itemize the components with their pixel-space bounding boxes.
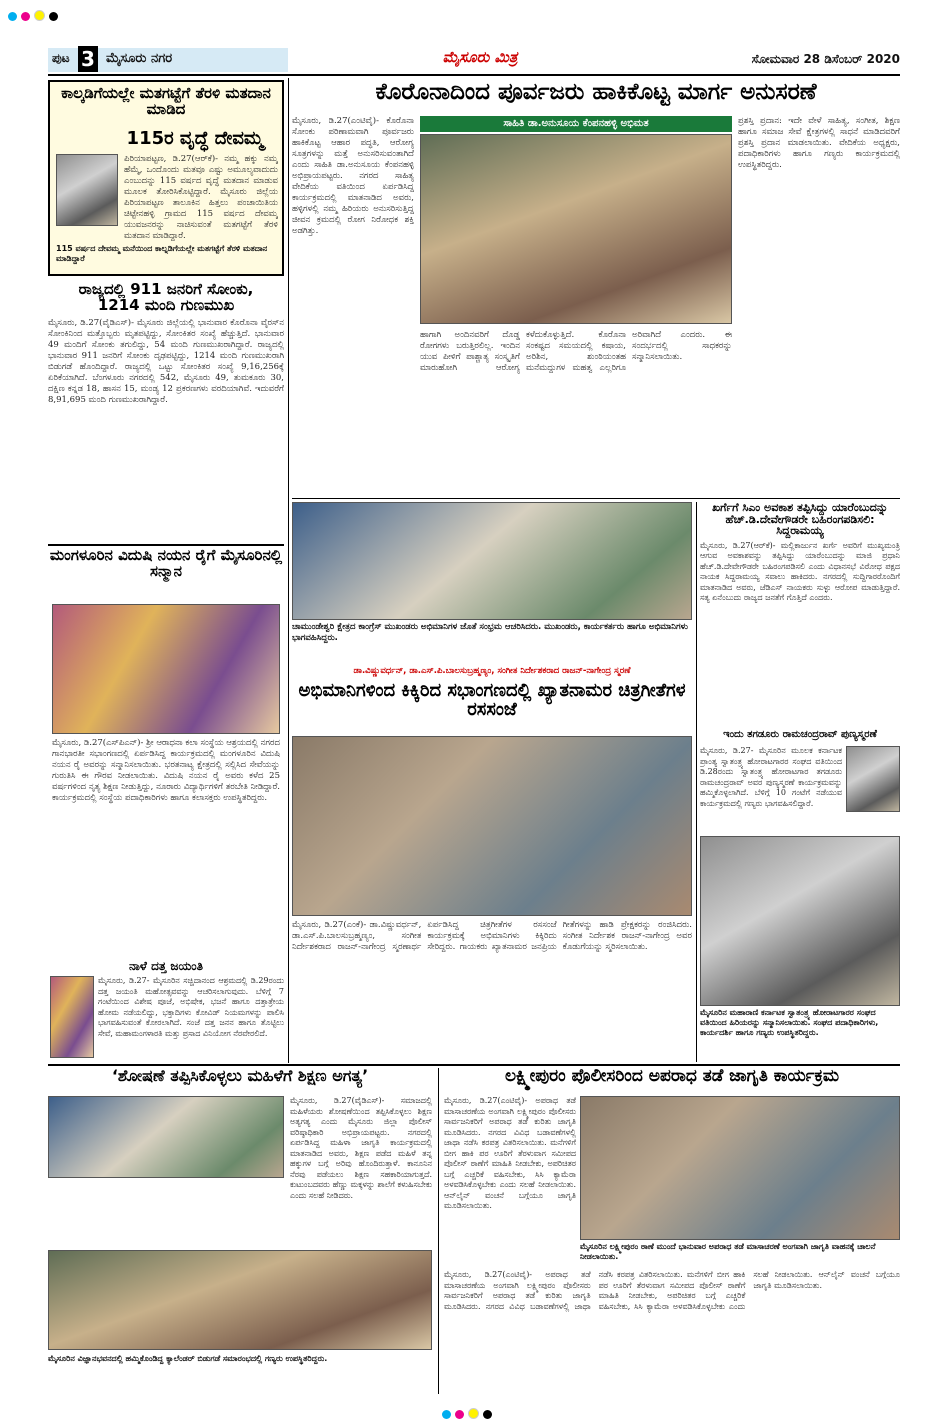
column-divider	[288, 78, 289, 1063]
page-label: ಪುಟ	[52, 51, 70, 65]
headline: ನಾಳೆ ದತ್ತ ಜಯಂತಿ	[129, 959, 203, 973]
police-caption: ಮೈಸೂರಿನ ಲಕ್ಷ್ಮೀಪುರಂ ಠಾಣೆ ಮುಂದೆ ಭಾನುವಾರ ಅಪರಾಧ ತಡೆ ಮಾಸಾಚರಣೆ ಅಂಗವಾಗಿ ಜಾಗೃತಿ ವಾಹನಕ್ಕೆ ಚಾಲನೆ ನೀಡಲಾಯಿತು.	[580, 1242, 876, 1261]
headline: ರಾಜ್ಯದಲ್ಲಿ 911 ಜನರಿಗೆ ಸೋಂಕು,	[78, 280, 254, 298]
headline: ಖರ್ಗೆಗೆ ಸಿಎಂ ಅವಕಾಶ ತಪ್ಪಿಸಿದ್ದು ಯಾರೆಂಬುದನ್ನು ಹೆಚ್.ಡಿ.ದೇವೇಗೌಡರೇ ಬಹಿರಂಗಪಡಿಸಲಿ: ಸಿದ್ದರಾಮಯ್ಯ	[712, 501, 888, 538]
story-siddaramaiah	[700, 502, 900, 730]
story-devamma	[48, 80, 284, 276]
column-divider	[438, 1068, 439, 1394]
photo-caption: 115 ವರ್ಷದ ದೇವಮ್ಮ ಮನೆಯಿಂದ ಕಾಲ್ನಡಿಗೆಯಲ್ಲೇ ಮತಗಟ್ಟೆಗೆ ತೆರಳಿ ಮತದಾನ ಮಾಡಿದ್ದಾರೆ	[56, 244, 268, 263]
portrait-photo	[846, 746, 900, 812]
lead-headline: ಕೊರೊನಾದಿಂದ ಪೂರ್ವಜರು ಹಾಕಿಕೊಟ್ಟ ಮಾರ್ಗ ಅನುಸರಣೆ	[375, 79, 817, 105]
lead-body-mid: ಹಾಗಾಗಿ ಅಂದಿನವರಿಗೆ ದೊಡ್ಡ ರೋಗಗಳು ಬರುತ್ತಿರಲಿಲ್ಲ. ಇಂದಿನ ಯುವ ಪೀಳಿಗೆ ಪಾಶ್ಚಾತ್ಯ ಸಂಸ್ಕೃತಿಗೆ ಮಾರುಹೋಗಿ ಆರೋಗ್ಯ ಕಳೆದುಕೊಳ್ಳುತ್ತಿದೆ. ಕೊರೊನಾ ಸಂಕಷ್ಟದ ಸಮಯದಲ್ಲಿ ಕಷಾಯ, ಅರಿಶಿನ, ಶುಂಠಿಯಂತಹ ಮನೆಮದ್ದುಗಳ ಮಹತ್ವ ಎಲ್ಲರಿಗೂ ಅರಿವಾಗಿದೆ ಎಂದರು. ಈ ಸಂದರ್ಭದಲ್ಲಿ ಸಾಧಕರನ್ನು ಸನ್ಮಾನಿಸಲಾಯಿತು.	[420, 330, 732, 373]
freedom-fighters-photo	[700, 836, 900, 1006]
celebration-caption: ಚಾಮುಂಡೇಶ್ವರಿ ಕ್ಷೇತ್ರದ ಕಾಂಗ್ರೆಸ್ ಮುಖಂಡರು ಅಭಿಮಾನಿಗಳ ಜೊತೆ ಸಂಭ್ರಮ ಆಚರಿಸಿದರು. ಮುಖಂಡರು, ಕಾರ್ಯಕರ್ತರು ಹಾಗೂ ಅಭಿಮಾನಿಗಳು ಭಾಗವಹಿಸಿದ್ದರು.	[292, 622, 688, 643]
women-event-photo	[48, 1096, 284, 1178]
lead-kicker: ಸಾಹಿತಿ ಡಾ.ಅನುಸೂಯ ಕೆಂಪನಹಳ್ಳಿ ಅಭಿಮತ	[420, 116, 732, 132]
story-body: ಮೈಸೂರು, ಡಿ.27(ವೈಡಿಎಸ್)- ಮೈಸೂರು ಜಿಲ್ಲೆಯಲ್ಲಿ ಭಾನುವಾರ ಕೊರೊನಾ ವೈರಸ್‌ನ ಸೋಂಕಿನಿಂದ ಮತ್ತೊಬ್ಬರು ಮೃತಪಟ್ಟಿದ್ದು, ಸೋಂಕಿತರ ಸಂಖ್ಯೆ ಹೆಚ್ಚುತ್ತಿದೆ. ಭಾನುವಾರ 49 ಮಂದಿಗೆ ಸೋಂಕು ತಗುಲಿದ್ದು, 54 ಮಂದಿ ಗುಣಮುಖರಾಗಿದ್ದಾರೆ. ರಾಜ್ಯದಲ್ಲಿ ಭಾನುವಾರ 911 ಜನರಿಗೆ ಸೋಂಕು ದೃಢಪಟ್ಟಿದ್ದು, 1214 ಮಂದಿ ಗುಣಮುಖರಾಗಿ ಬಿಡುಗಡೆ ಹೊಂದಿದ್ದಾರೆ. ರಾಜ್ಯದಲ್ಲಿ ಒಟ್ಟು ಸೋಂಕಿತರ ಸಂಖ್ಯೆ 9,16,256ಕ್ಕೆ ಏರಿಕೆಯಾಗಿದೆ. ಬೆಂಗಳೂರು ನಗರದಲ್ಲಿ 542, ಮೈಸೂರು 49, ತುಮಕೂರು 30, ದಕ್ಷಿಣ ಕನ್ನಡ 18, ಹಾಸನ 15, ಮಂಡ್ಯ 12 ಪ್ರಕರಣಗಳು ವರದಿಯಾಗಿವೆ. ಇದುವರೆಗೆ 8,91,695 ಮಂದಿ ಗುಣಮುಖರಾಗಿದ್ದಾರೆ.	[48, 317, 284, 405]
police-body: ಮೈಸೂರು, ಡಿ.27(ಎಂಟಿವೈ)- ಅಪರಾಧ ತಡೆ ಮಾಸಾಚರಣೆಯ ಅಂಗವಾಗಿ ಲಕ್ಷ್ಮೀಪುರಂ ಪೊಲೀಸರು ಸಾರ್ವಜನಿಕರಿಗೆ ಅಪರಾಧ ತಡೆ ಕುರಿತು ಜಾಗೃತಿ ಮೂಡಿಸಿದರು. ನಗರದ ವಿವಿಧ ಬಡಾವಣೆಗಳಲ್ಲಿ ಜಾಥಾ ನಡೆಸಿ ಕರಪತ್ರ ವಿತರಿಸಲಾಯಿತು. ಮನೆಗಳಿಗೆ ಬೀಗ ಹಾಕಿ ಪರ ಊರಿಗೆ ತೆರಳುವಾಗ ಸಮೀಪದ ಪೊಲೀಸ್ ಠಾಣೆಗೆ ಮಾಹಿತಿ ನೀಡಬೇಕು, ಅಪರಿಚಿತರ ಬಗ್ಗೆ ಎಚ್ಚರಿಕೆ ವಹಿಸಬೇಕು, ಸಿಸಿ ಕ್ಯಾಮೆರಾ ಅಳವಡಿಸಿಕೊಳ್ಳಬೇಕು ಎಂದು ಸಲಹೆ ನೀಡಲಾಯಿತು. ಆನ್‌ಲೈನ್ ವಂಚನೆ ಬಗ್ಗೆಯೂ ಜಾಗೃತಿ ಮೂಡಿಸಲಾಯಿತು.	[444, 1096, 576, 1210]
datta-photo	[50, 976, 94, 1058]
issue-date: ಸೋಮವಾರ 28 ಡಿಸೆಂಬರ್ 2020	[751, 52, 900, 66]
devamma-photo	[56, 154, 118, 226]
headline: ಇಂದು ತಗಡೂರು ರಾಮಚಂದ್ರರಾವ್ ಪುಣ್ಯಸ್ಮರಣೆ	[723, 729, 877, 740]
section-header	[48, 48, 288, 72]
story-body: ಪಿರಿಯಾಪಟ್ಟಣ, ಡಿ.27(ಆರ್‌ಕೆ)- ನಮ್ಮ ಹಕ್ಕು ನಮ್ಮ ಹೆಮ್ಮೆ, ಒಂದೊಂದು ಮತವೂ ಎಷ್ಟು ಅಮೂಲ್ಯವಾದುದು ಎಂಬುದನ್ನು 115 ವರ್ಷದ ವೃದ್ಧೆ ಮತದಾನ ಮಾಡುವ ಮೂಲಕ ತೋರಿಸಿಕೊಟ್ಟಿದ್ದಾರೆ. ಮೈಸೂರು ಜಿಲ್ಲೆಯ ಪಿರಿಯಾಪಟ್ಟಣ ತಾಲೂಕಿನ ಹಿತ್ತಲು ಪಂಚಾಯಿತಿಯ ಚಿಟ್ಟೇನಹಳ್ಳಿ ಗ್ರಾಮದ 115 ವರ್ಷದ ದೇವಮ್ಮ ಯುವಜನರನ್ನು ನಾಚಿಸುವಂತೆ ಮತಗಟ್ಟೆಗೆ ತೆರಳಿ ಮತದಾನ ಮಾಡಿದ್ದಾರೆ.	[124, 154, 278, 241]
story-ramachandra-rao	[700, 730, 900, 834]
story-datta-jayanti	[48, 960, 284, 1060]
nayana-story-body: ಮೈಸೂರು, ಡಿ.27(ಎಸ್‌ಪಿಎನ್)- ಶ್ರೀ ಆರಾಧನಾ ಕಲಾ ಸಂಸ್ಥೆಯ ಆಶ್ರಯದಲ್ಲಿ ನಗರದ ಗಾನಭಾರತೀ ಸಭಾಂಗಣದಲ್ಲಿ ಏರ್ಪಡಿಸಿದ್ದ ಕಾರ್ಯಕ್ರಮದಲ್ಲಿ ಮಂಗಳೂರಿನ ವಿದುಷಿ ನಯನ ರೈ ಅವರನ್ನು ಸನ್ಮಾನಿಸಲಾಯಿತು. ಭರತನಾಟ್ಯ ಕ್ಷೇತ್ರದಲ್ಲಿ ಸಲ್ಲಿಸಿದ ಸೇವೆಯನ್ನು ಗುರುತಿಸಿ ಈ ಗೌರವ ನೀಡಲಾಯಿತು. ವಿದುಷಿ ನಯನ ರೈ ಅವರು ಕಳೆದ 25 ವರ್ಷಗಳಿಂದ ನೃತ್ಯ ಶಿಕ್ಷಣ ನೀಡುತ್ತಿದ್ದು, ನೂರಾರು ವಿದ್ಯಾರ್ಥಿಗಳಿಗೆ ತರಬೇತಿ ನೀಡಿದ್ದಾರೆ. ಕಾರ್ಯಕ್ರಮದಲ್ಲಿ ಸಂಸ್ಥೆಯ ಪದಾಧಿಕಾರಿಗಳು ಹಾಗೂ ಕಲಾಸಕ್ತರು ಉಪಸ್ಥಿತರಿದ್ದರು.	[52, 738, 280, 803]
music-headline: ಅಭಿಮಾನಿಗಳಿಂದ ಕಿಕ್ಕಿರಿದ ಸಭಾಂಗಣದಲ್ಲಿ ಖ್ಯಾತನಾಮರ ಚಿತ್ರಗೀತೆಗಳ ರಸಸಂಜೆ	[298, 680, 686, 720]
calendar-caption: ಮೈಸೂರಿನ ವಿಜ್ಞಾನಭವನದಲ್ಲಿ ಹಮ್ಮಿಕೊಂಡಿದ್ದ ಕ್ಯಾಲೆಂಡರ್ ಬಿಡುಗಡೆ ಸಮಾರಂಭದಲ್ಲಿ ಗಣ್ಯರು ಉಪಸ್ಥಿತರಿದ್ದರು.	[48, 1354, 328, 1363]
lead-body-left: ಮೈಸೂರು, ಡಿ.27(ಎಂಟಿವೈ)- ಕೊರೊನಾ ಸೋಂಕು ಪರಿಣಾಮವಾಗಿ ಪೂರ್ವಜರು ಹಾಕಿಕೊಟ್ಟ ಆಹಾರ ಪದ್ಧತಿ, ಆರೋಗ್ಯ ಸೂತ್ರಗಳನ್ನು ಮತ್ತೆ ಅನುಸರಿಸುವಂತಾಗಿದೆ ಎಂದು ಸಾಹಿತಿ ಡಾ.ಅನುಸೂಯ ಕೆಂಪನಹಳ್ಳಿ ಅಭಿಪ್ರಾಯಪಟ್ಟರು. ನಗರದ ಸಾಹಿತ್ಯ ವೇದಿಕೆಯ ವತಿಯಿಂದ ಏರ್ಪಡಿಸಿದ್ದ ಕಾರ್ಯಕ್ರಮದಲ್ಲಿ ಮಾತನಾಡಿದ ಅವರು, ಹಳ್ಳಿಗಳಲ್ಲಿ ನಮ್ಮ ಹಿರಿಯರು ಅನುಸರಿಸುತ್ತಿದ್ದ ಜೀವನ ಕ್ರಮದಲ್ಲಿ ರೋಗ ನಿರೋಧಕ ಶಕ್ತಿ ಅಡಗಿತ್ತು.	[292, 116, 414, 236]
police-body-continued: ಮೈಸೂರು, ಡಿ.27(ಎಂಟಿವೈ)- ಅಪರಾಧ ತಡೆ ಮಾಸಾಚರಣೆಯ ಅಂಗವಾಗಿ ಲಕ್ಷ್ಮೀಪುರಂ ಪೊಲೀಸರು ಸಾರ್ವಜನಿಕರಿಗೆ ಅಪರಾಧ ತಡೆ ಕುರಿತು ಜಾಗೃತಿ ಮೂಡಿಸಿದರು. ನಗರದ ವಿವಿಧ ಬಡಾವಣೆಗಳಲ್ಲಿ ಜಾಥಾ ನಡೆಸಿ ಕರಪತ್ರ ವಿತರಿಸಲಾಯಿತು. ಮನೆಗಳಿಗೆ ಬೀಗ ಹಾಕಿ ಪರ ಊರಿಗೆ ತೆರಳುವಾಗ ಸಮೀಪದ ಪೊಲೀಸ್ ಠಾಣೆಗೆ ಮಾಹಿತಿ ನೀಡಬೇಕು, ಅಪರಿಚಿತರ ಬಗ್ಗೆ ಎಚ್ಚರಿಕೆ ವಹಿಸಬೇಕು, ಸಿಸಿ ಕ್ಯಾಮೆರಾ ಅಳವಡಿಸಿಕೊಳ್ಳಬೇಕು ಎಂದು ಸಲಹೆ ನೀಡಲಾಯಿತು. ಆನ್‌ಲೈನ್ ವಂಚನೆ ಬಗ್ಗೆಯೂ ಜಾಗೃತಿ ಮೂಡಿಸಲಾಯಿತು.	[444, 1270, 900, 1311]
subhead: 115ರ ವೃದ್ಧೆ ದೇವಮ್ಮ	[126, 128, 264, 149]
women-body: ಮೈಸೂರು, ಡಿ.27(ವೈಡಿಎಸ್)- ಸಮಾಜದಲ್ಲಿ ಮಹಿಳೆಯರು ಶೋಷಣೆಯಿಂದ ತಪ್ಪಿಸಿಕೊಳ್ಳಲು ಶಿಕ್ಷಣ ಅತ್ಯಗತ್ಯ ಎಂದು ಮೈಸೂರು ಜಿಲ್ಲಾ ಪೊಲೀಸ್ ವರಿಷ್ಠಾಧಿಕಾರಿ ಅಭಿಪ್ರಾಯಪಟ್ಟರು. ನಗರದಲ್ಲಿ ಏರ್ಪಡಿಸಿದ್ದ ಮಹಿಳಾ ಜಾಗೃತಿ ಕಾರ್ಯಕ್ರಮದಲ್ಲಿ ಮಾತನಾಡಿದ ಅವರು, ಶಿಕ್ಷಣ ಪಡೆದ ಮಹಿಳೆ ತನ್ನ ಹಕ್ಕುಗಳ ಬಗ್ಗೆ ಅರಿವು ಹೊಂದಿರುತ್ತಾಳೆ. ಕಾನೂನಿನ ನೆರವು ಪಡೆಯಲು ಶಿಕ್ಷಣ ಸಹಕಾರಿಯಾಗುತ್ತದೆ. ಕುಟುಂಬದವರು ಹೆಣ್ಣು ಮಕ್ಕಳನ್ನು ಶಾಲೆಗೆ ಕಳುಹಿಸಬೇಕು ಎಂದು ಸಲಹೆ ನೀಡಿದರು.	[290, 1096, 432, 1200]
nayana-rai-photo	[52, 604, 280, 734]
lead-body-right: ಪ್ರಶಸ್ತಿ ಪ್ರದಾನ: ಇದೇ ವೇಳೆ ಸಾಹಿತ್ಯ, ಸಂಗೀತ, ಶಿಕ್ಷಣ ಹಾಗೂ ಸಮಾಜ ಸೇವೆ ಕ್ಷೇತ್ರಗಳಲ್ಲಿ ಸಾಧನೆ ಮಾಡಿದವರಿಗೆ ಪ್ರಶಸ್ತಿ ಪ್ರದಾನ ಮಾಡಲಾಯಿತು. ವೇದಿಕೆಯ ಅಧ್ಯಕ್ಷರು, ಪದಾಧಿಕಾರಿಗಳು ಹಾಗೂ ಗಣ್ಯರು ಕಾರ್ಯಕ್ರಮದಲ್ಲಿ ಉಪಸ್ಥಿತರಿದ್ದರು.	[738, 116, 900, 170]
women-headline: ‘ಶೋಷಣೆ ತಪ್ಪಿಸಿಕೊಳ್ಳಲು ಮಹಿಳೆಗೆ ಶಿಕ್ಷಣ ಅಗತ್ಯ’	[111, 1066, 369, 1085]
headline: ಮಂಗಳೂರಿನ ವಿದುಷಿ ನಯನ ರೈಗೆ ಮೈಸೂರಿನಲ್ಲಿ ಸನ್ಮಾನ	[49, 546, 283, 580]
divider	[292, 498, 900, 499]
police-headline: ಲಕ್ಷ್ಮೀಪುರಂ ಪೊಲೀಸರಿಂದ ಅಪರಾಧ ತಡೆ ಜಾಗೃತಿ ಕಾರ್ಯಕ್ರಮ	[504, 1066, 839, 1086]
story-body: ಮೈಸೂರು, ಡಿ.27- ಮೈಸೂರಿನ ಮೂಲಕ ಕರ್ನಾಟಕ ಪ್ರಾಂತ್ಯ ಸ್ವಾತಂತ್ರ್ಯ ಹೋರಾಟಗಾರರ ಸಂಘದ ವತಿಯಿಂದ ಡಿ.28ರಂದು ಸ್ವಾತಂತ್ರ್ಯ ಹೋರಾಟಗಾರ ತಗಡೂರು ರಾಮಚಂದ್ರರಾವ್ ಅವರ ಪುಣ್ಯಸ್ಮರಣೆ ಕಾರ್ಯಕ್ರಮವನ್ನು ಹಮ್ಮಿಕೊಳ್ಳಲಾಗಿದೆ. ಬೆಳಿಗ್ಗೆ 10 ಗಂಟೆಗೆ ನಡೆಯುವ ಕಾರ್ಯಕ್ರಮದಲ್ಲಿ ಗಣ್ಯರು ಭಾಗವಹಿಸಲಿದ್ದಾರೆ.	[700, 746, 842, 808]
music-kicker: ಡಾ.ವಿಷ್ಣುವರ್ಧನ್, ಡಾ.ಎಸ್.ಪಿ.ಬಾಲಸುಬ್ರಹ್ಮಣ್ಯಂ, ಸಂಗೀತ ನಿರ್ದೇಶಕರಾದ ರಾಜನ್-ನಾಗೇಂದ್ರ ಸ್ಮರಣೆ	[353, 666, 631, 676]
column-divider	[696, 502, 697, 1062]
header-rule	[48, 74, 900, 76]
registration-marks	[6, 6, 60, 25]
celebration-photo	[292, 502, 692, 620]
story-body: ಮೈಸೂರು, ಡಿ.27(ಆರ್‌ಕೆ)- ಮಲ್ಲಿಕಾರ್ಜುನ ಖರ್ಗೆ ಅವರಿಗೆ ಮುಖ್ಯಮಂತ್ರಿ ಆಗುವ ಅವಕಾಶವನ್ನು ತಪ್ಪಿಸಿದ್ದು ಯಾರೆಂಬುದನ್ನು ಮಾಜಿ ಪ್ರಧಾನಿ ಹೆಚ್.ಡಿ.ದೇವೇಗೌಡರೇ ಬಹಿರಂಗಪಡಿಸಲಿ ಎಂದು ವಿಧಾನಸಭೆ ವಿರೋಧ ಪಕ್ಷದ ನಾಯಕ ಸಿದ್ದರಾಮಯ್ಯ ಸವಾಲು ಹಾಕಿದರು. ನಗರದಲ್ಲಿ ಸುದ್ದಿಗಾರರೊಂದಿಗೆ ಮಾತನಾಡಿದ ಅವರು, ಜೆಡಿಎಸ್ ನಾಯಕರು ಸುಳ್ಳು ಆರೋಪ ಮಾಡುತ್ತಿದ್ದಾರೆ. ಸತ್ಯ ಏನೆಂಬುದು ರಾಜ್ಯದ ಜನತೆಗೆ ಗೊತ್ತಿದೆ ಎಂದರು.	[700, 540, 900, 603]
music-photo	[292, 736, 692, 916]
masthead: ಮೈಸೂರು ಮಿತ್ರ	[442, 48, 518, 66]
section-name: ಮೈಸೂರು ನಗರ	[106, 51, 173, 66]
freedom-fighters-caption: ಮೈಸೂರಿನ ಮಹಾರಾಣಿ ಕರ್ನಾಟಕ ಸ್ವಾತಂತ್ರ್ಯ ಹೋರಾಟಗಾರರ ಸಂಘದ ವತಿಯಿಂದ ಹಿರಿಯರನ್ನು ಸನ್ಮಾನಿಸಲಾಯಿತು. ಸಂಘದ ಪದಾಧಿಕಾರಿಗಳು, ಕಾರ್ಯದರ್ಶಿ ಹಾಗೂ ಗಣ್ಯರು ಉಪಸ್ಥಿತರಿದ್ದರು.	[700, 1008, 879, 1037]
footer-registration-marks	[440, 1404, 494, 1423]
page-number: 3	[78, 46, 98, 72]
calendar-release-photo	[48, 1250, 432, 1350]
story-nayana-headline-box	[48, 548, 284, 598]
story-covid	[48, 282, 284, 542]
police-photo	[580, 1096, 900, 1240]
headline: ಕಾಲ್ಕಡಿಗೆಯಲ್ಲೇ ಮತಗಟ್ಟೆಗೆ ತೆರಳಿ ಮತದಾನ ಮಾಡಿದ	[61, 84, 271, 118]
music-body: ಮೈಸೂರು, ಡಿ.27(ಎಂಕೆ)- ಡಾ.ವಿಷ್ಣುವರ್ಧನ್, ಡಾ.ಎಸ್.ಪಿ.ಬಾಲಸುಬ್ರಹ್ಮಣ್ಯಂ, ಸಂಗೀತ ನಿರ್ದೇಶಕರಾದ ರಾಜನ್-ನಾಗೇಂದ್ರ ಸ್ಮರಣಾರ್ಥ ಏರ್ಪಡಿಸಿದ್ದ ಚಿತ್ರಗೀತೆಗಳ ರಸಸಂಜೆ ಕಾರ್ಯಕ್ರಮಕ್ಕೆ ಅಭಿಮಾನಿಗಳು ಕಿಕ್ಕಿರಿದು ಸೇರಿದ್ದರು. ಗಾಯಕರು ಖ್ಯಾತನಾಮರ ಜನಪ್ರಿಯ ಗೀತೆಗಳನ್ನು ಹಾಡಿ ಪ್ರೇಕ್ಷಕರನ್ನು ರಂಜಿಸಿದರು. ಸಂಗೀತ ನಿರ್ದೇಶಕ ರಾಜನ್-ನಾಗೇಂದ್ರ ಅವರ ಕೊಡುಗೆಯನ್ನು ಸ್ಮರಿಸಲಾಯಿತು.	[292, 920, 692, 952]
subhead: 1214 ಮಂದಿ ಗುಣಮುಖ	[97, 295, 235, 314]
award-photo	[420, 134, 732, 324]
story-body: ಮೈಸೂರು, ಡಿ.27- ಮೈಸೂರಿನ ಸಚ್ಚಿದಾನಂದ ಆಶ್ರಮದಲ್ಲಿ ಡಿ.29ರಂದು ದತ್ತ ಜಯಂತಿ ಮಹೋತ್ಸವವನ್ನು ಆಚರಿಸಲಾಗುವುದು. ಬೆಳಿಗ್ಗೆ 7 ಗಂಟೆಯಿಂದ ವಿಶೇಷ ಪೂಜೆ, ಅಭಿಷೇಕ, ಭಜನೆ ಹಾಗೂ ದತ್ತಾತ್ರೇಯ ಹೋಮ ನಡೆಯಲಿದ್ದು, ಭಕ್ತಾದಿಗಳು ಕೋವಿಡ್ ನಿಯಮಗಳನ್ನು ಪಾಲಿಸಿ ಭಾಗವಹಿಸುವಂತೆ ಕೋರಲಾಗಿದೆ. ಸಂಜೆ ದತ್ತ ಜನನ ಹಾಗೂ ತೊಟ್ಟಿಲು ಸೇವೆ, ಮಹಾಮಂಗಳಾರತಿ ಮತ್ತು ಪ್ರಸಾದ ವಿನಿಯೋಗ ನೆರವೇರಲಿದೆ.	[98, 976, 284, 1038]
